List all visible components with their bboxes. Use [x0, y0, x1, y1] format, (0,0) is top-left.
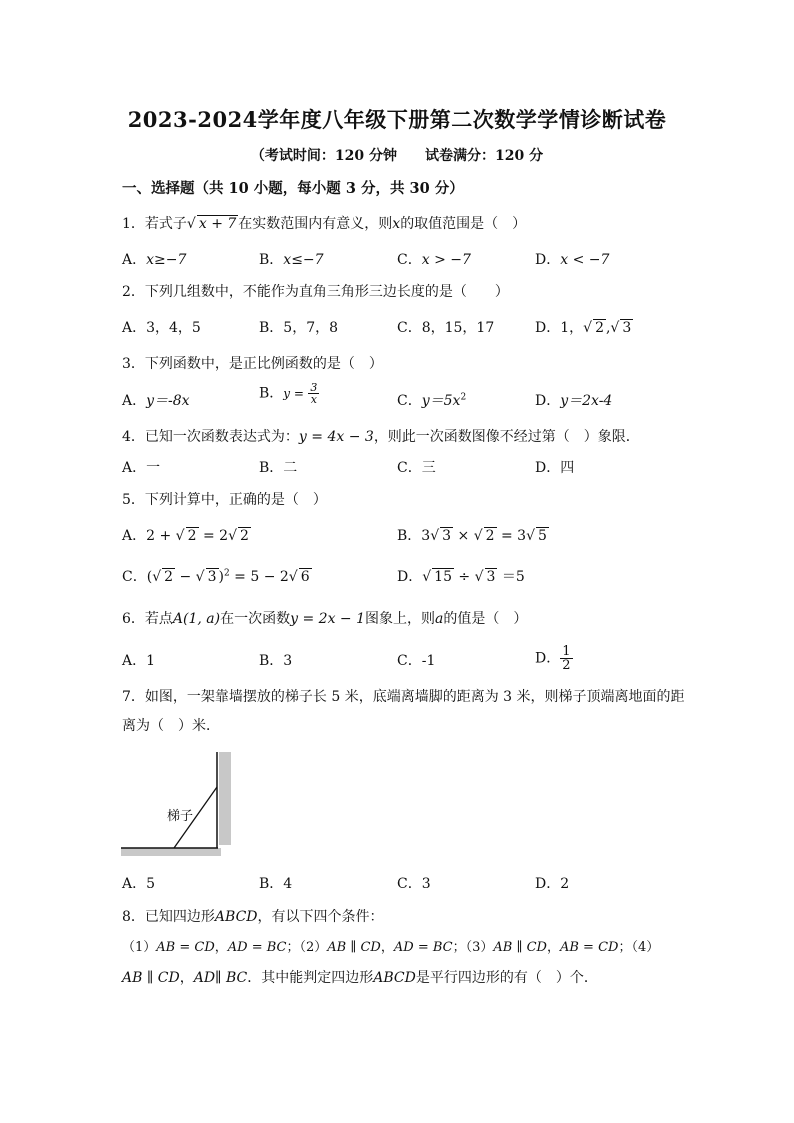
question-7-option-d: D．2 — [535, 876, 570, 892]
question-4-option-c: C．三 — [397, 460, 436, 476]
question-7-option-a: A．5 — [122, 876, 156, 892]
ground-shading — [121, 848, 221, 856]
question-5-option-b: B．3√ 3 × √ 2 = 3√ 5 — [397, 528, 547, 544]
page-title: 2023-2024学年度八年级下册第二次数学学情诊断试卷 — [127, 107, 667, 132]
question-1-option-d: D．x < −7 — [535, 252, 610, 268]
question-6-option-a: A．1 — [122, 653, 156, 669]
question-3-option-a: A．y＝-8x — [122, 393, 190, 409]
ladder-label: 梯子 — [167, 809, 194, 824]
question-7-option-b: B．4 — [259, 876, 293, 892]
question-6-option-b: B．3 — [259, 653, 293, 669]
question-4-option-b: B．二 — [259, 460, 298, 476]
ladder-figure — [118, 745, 238, 860]
question-4-option-a: A．一 — [122, 460, 161, 476]
question-2-option-d: D．1，√ 2 ,√ 3 — [535, 320, 632, 336]
question-1-stem: 1．若式子√ x + 7 在实数范围内有意义，则x的取值范围是（ ） — [122, 216, 527, 232]
section-heading: 一、选择题（共 10 小题，每小题 3 分，共 30 分） — [122, 180, 464, 197]
question-2-option-a: A．3，4，5 — [122, 320, 201, 336]
exam-score: 试卷满分：120 分 — [425, 148, 544, 164]
question-3-option-b: B．y = $\frac{3}{x}$ — [259, 381, 318, 406]
exam-info — [0, 145, 794, 165]
question-2-stem: 2．下列几组数中，不能作为直角三角形三边长度的是（ ） — [122, 284, 509, 300]
question-6-stem: 6．若点A(1, a)在一次函数y = 2x − 1图象上，则a的值是（ ） — [122, 611, 528, 627]
question-7-stem-line-2: 离为（ ）米． — [122, 718, 220, 734]
question-8-stem: 8．已知四边形ABCD，有以下四个条件： — [122, 909, 384, 925]
question-4-stem: 4．已知一次函数表达式为：y = 4x − 3，则此一次函数图像不经过第（ ）象限． — [122, 429, 640, 445]
question-3-stem: 3．下列函数中，是正比例函数的是（ ） — [122, 356, 383, 372]
question-6-option-d: D． $\frac{1}{2}$ — [535, 644, 571, 673]
question-1-option-c: C．x > −7 — [397, 252, 471, 268]
question-1-option-b: B．x≤−7 — [259, 252, 324, 268]
wall-shading — [219, 752, 231, 845]
question-4-option-d: D．四 — [535, 460, 575, 476]
question-5-option-a: A．2 + √ 2 = 2√ 2 — [122, 528, 249, 544]
exam-time: （考试时间：120 分钟 — [250, 148, 397, 164]
question-5-option-d: D．√ 15 ÷ √ 3 ＝5 — [397, 569, 525, 585]
question-2-option-c: C．8，15，17 — [397, 320, 495, 336]
question-2-option-b: B．5，7，8 — [259, 320, 339, 336]
question-3-option-c: C．$y=5x^2$ — [397, 392, 467, 409]
question-5-stem: 5．下列计算中，正确的是（ ） — [122, 492, 327, 508]
question-7-stem-line-1: 7．如图，一架靠墙摆放的梯子长 5 米，底端离墙脚的距离为 3 米，则梯子顶端离地面的距 — [122, 689, 685, 705]
question-3-option-d: D．y＝2x-4 — [535, 393, 613, 409]
question-1-option-a: A．x≥−7 — [122, 252, 187, 268]
question-5-option-c: C．(√ 2 − √ 3 )$^2$ = 5 − 2√ 6 — [122, 568, 310, 585]
question-7-option-c: C．3 — [397, 876, 431, 892]
question-6-option-c: C．-1 — [397, 653, 436, 669]
question-8-conditions-line-1: （1）AB = CD，AD = BC；（2）AB ∥ CD，AD = BC；（3）AB ∥ CD，AB = CD；（4） — [122, 940, 660, 955]
question-8-conditions-line-2: AB ∥ CD，AD∥ BC．其中能判定四边形ABCD是平行四边形的有（ ）个． — [122, 970, 598, 986]
